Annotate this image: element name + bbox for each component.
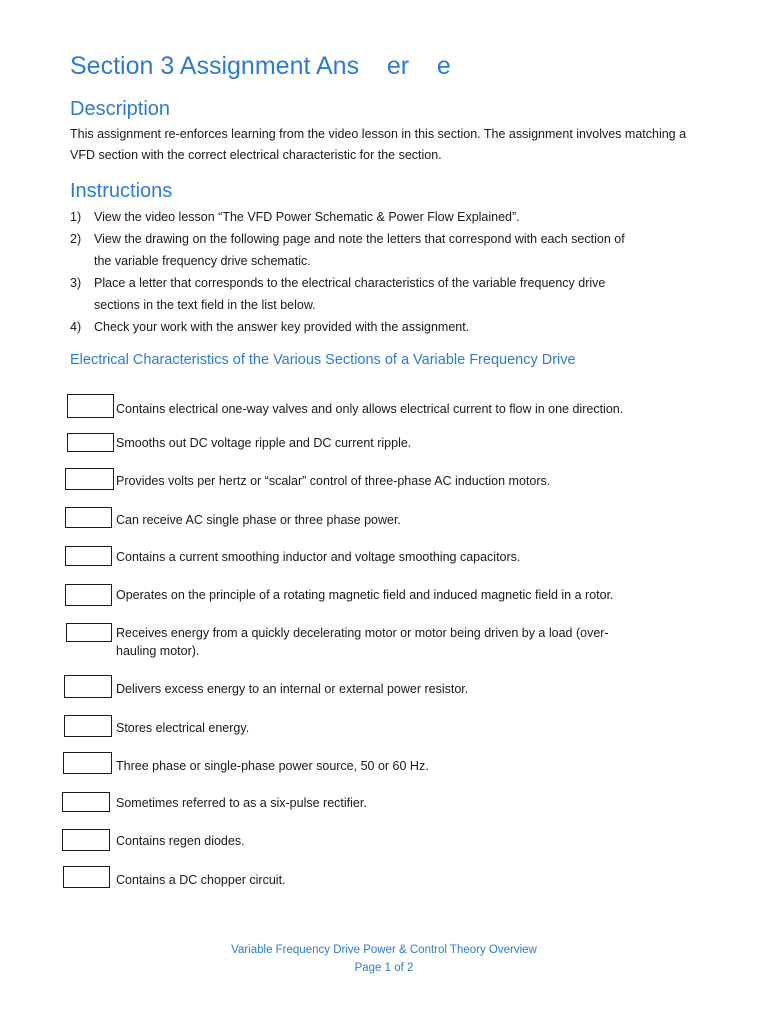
instruction-item (70, 272, 710, 316)
characteristic-text: Contains electrical one-way valves and only allows electrical current to flow in one direction. (116, 402, 624, 416)
characteristic-row (0, 546, 768, 586)
instruction-item (70, 206, 710, 228)
instruction-text: View the video lesson “The VFD Power Schematic & Power Flow Explained”. (94, 210, 520, 224)
instruction-number: 4) (70, 320, 82, 334)
answer-field[interactable] (65, 546, 112, 566)
answer-field[interactable] (65, 468, 114, 490)
characteristic-row (0, 752, 768, 792)
answer-field[interactable] (64, 715, 112, 737)
answer-field[interactable] (62, 829, 110, 851)
characteristic-text (116, 624, 706, 660)
answer-field[interactable] (62, 792, 110, 812)
characteristic-text: Contains a current smoothing inductor and voltage smoothing capacitors. (116, 550, 521, 564)
instructions-list (70, 206, 710, 338)
characteristics-heading: Electrical Characteristics of the Various Sections of a Variable Frequency Drive (70, 352, 576, 368)
page-title: Section 3 Assignment Ans er e (70, 52, 451, 80)
answer-field[interactable] (63, 752, 112, 774)
instruction-text: Place a letter that corresponds to the electrical characteristics of the variable frequency drive (94, 276, 606, 290)
instructions-heading: Instructions (70, 180, 173, 202)
instruction-item (70, 316, 710, 338)
characteristic-text: Contains regen diodes. (116, 834, 245, 848)
characteristic-row (0, 468, 768, 508)
answer-field[interactable] (67, 433, 114, 452)
description-line: This assignment re-enforces learning from the video lesson in this section. The assignment involves matching a (70, 127, 687, 141)
characteristic-line: Receives energy from a quickly decelerating motor or motor being driven by a load (over- (116, 626, 609, 640)
instruction-text: the variable frequency drive schematic. (94, 254, 311, 268)
characteristic-text: Can receive AC single phase or three phase power. (116, 513, 401, 527)
instruction-text: View the drawing on the following page and note the letters that correspond with each section of (94, 232, 625, 246)
description-text (70, 124, 710, 166)
characteristic-row (0, 675, 768, 715)
answer-field[interactable] (63, 866, 110, 888)
characteristic-row (0, 394, 768, 434)
characteristic-row (0, 433, 768, 473)
answer-field[interactable] (65, 507, 112, 528)
characteristic-text: Sometimes referred to as a six-pulse rectifier. (116, 796, 367, 810)
characteristic-text: Operates on the principle of a rotating magnetic field and induced magnetic field in a rotor. (116, 588, 614, 602)
characteristic-text: Smooths out DC voltage ripple and DC current ripple. (116, 436, 412, 450)
instruction-number: 2) (70, 232, 82, 246)
answer-field[interactable] (66, 623, 112, 642)
description-heading: Description (70, 98, 171, 120)
instruction-number: 1) (70, 210, 82, 224)
characteristic-row (0, 623, 768, 663)
characteristic-row (0, 584, 768, 624)
answer-field[interactable] (67, 394, 114, 418)
footer-page-number: Page 1 of 2 (354, 962, 414, 974)
instruction-text: Check your work with the answer key provided with the assignment. (94, 320, 470, 334)
characteristic-row (0, 866, 768, 906)
characteristic-text: Stores electrical energy. (116, 721, 250, 735)
characteristic-line: hauling motor). (116, 644, 200, 658)
characteristic-row (0, 715, 768, 755)
answer-field[interactable] (65, 584, 112, 606)
characteristic-row (0, 829, 768, 869)
instruction-item (70, 228, 710, 272)
characteristic-text: Three phase or single-phase power source, 50 or 60 Hz. (116, 759, 429, 773)
answer-field[interactable] (64, 675, 112, 698)
characteristic-text: Contains a DC chopper circuit. (116, 873, 286, 887)
characteristic-row (0, 792, 768, 832)
instruction-text: sections in the text field in the list below. (94, 298, 316, 312)
footer-course-title: Variable Frequency Drive Power & Control Theory Overview (231, 944, 537, 956)
characteristic-text: Provides volts per hertz or “scalar” control of three-phase AC induction motors. (116, 474, 551, 488)
description-line: VFD section with the correct electrical characteristic for the section. (70, 148, 442, 162)
characteristic-row (0, 507, 768, 547)
instruction-number: 3) (70, 276, 82, 290)
characteristic-text: Delivers excess energy to an internal or external power resistor. (116, 682, 469, 696)
